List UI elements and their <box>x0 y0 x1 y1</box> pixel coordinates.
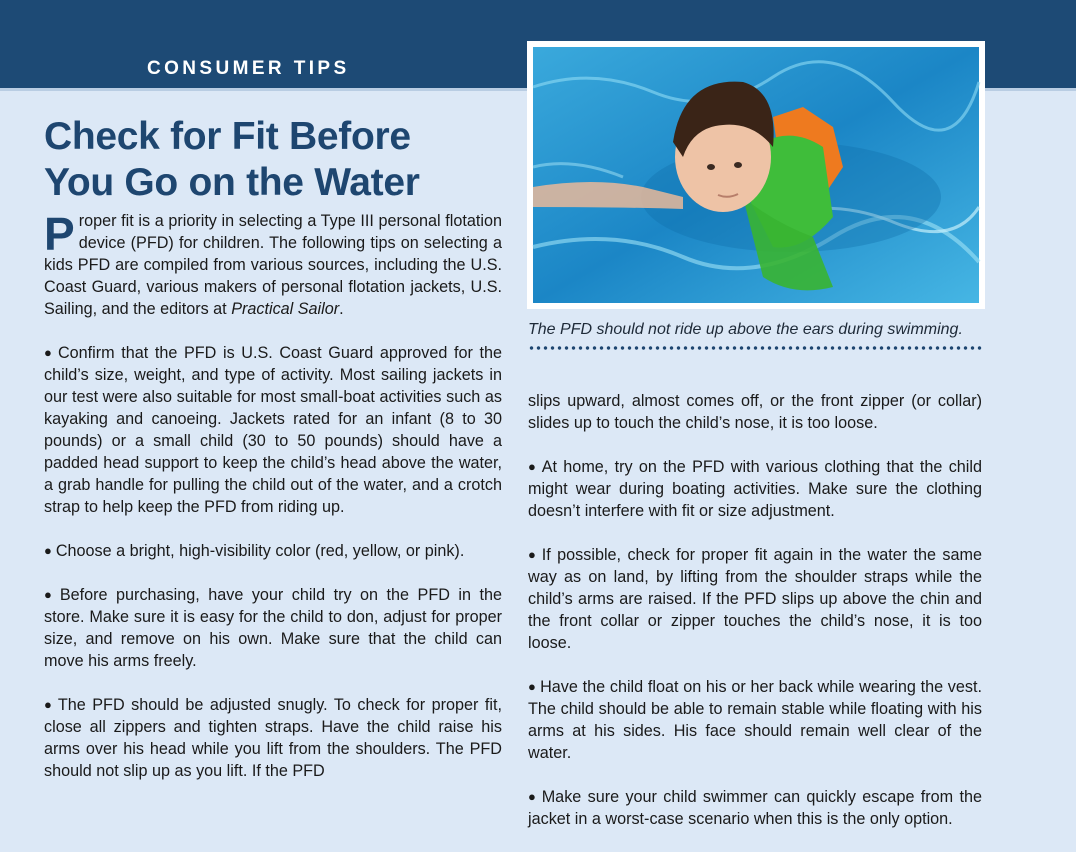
bullet-icon: ● <box>44 543 52 558</box>
intro-paragraph <box>44 210 502 320</box>
bullet-icon: ● <box>528 679 537 694</box>
tip-paragraph <box>528 786 982 830</box>
tip-text: The PFD should be adjusted snugly. To check for proper fit, close all zippers and tighten straps. Have the child raise his arms over his head while you lift from the shoulders. The PFD should not slip up as you lift. If the PFD <box>44 696 502 780</box>
dotted-rule <box>528 345 982 351</box>
tip-paragraph <box>528 544 982 654</box>
tip-paragraph <box>44 694 502 782</box>
tip-paragraph <box>44 584 502 672</box>
left-column <box>44 210 502 804</box>
bullet-icon: ● <box>528 459 538 474</box>
tip-text: If possible, check for proper fit again in the water the same way as on land, by lifting from the shoulder straps while the child’s arms are raised. If the PFD slips up above the chin and the front collar or zipper touches the child’s nose, it is too loose. <box>528 546 982 652</box>
bullet-icon: ● <box>44 697 54 712</box>
article-headline <box>44 114 514 206</box>
tip-text: Before purchasing, have your child try on the PFD in the store. Make sure it is easy for the child to don, adjust for proper size, and remove on his own. Make sure that the child can move his arms freely. <box>44 586 502 670</box>
bullet-icon: ● <box>44 587 56 602</box>
right-column <box>528 390 982 852</box>
section-label: CONSUMER TIPS <box>147 58 350 79</box>
headline-line-1: Check for Fit Before <box>44 115 411 158</box>
intro-text: roper fit is a priority in selecting a Type III personal flotation device (PFD) for children. The following tips on selecting a kids PFD are compiled from various sources, including the U.S. Coast Guard, various makers of personal flotation jackets, U.S. Sailing, and the editors at <box>44 212 502 318</box>
tip-text: Make sure your child swimmer can quickly escape from the jacket in a worst-case scenario when this is the only option. <box>528 788 982 828</box>
tip-text: At home, try on the PFD with various clothing that the child might wear during boating activities. Make sure the clothing doesn’t interfere with fit or size adjustment. <box>528 458 982 520</box>
bullet-icon: ● <box>44 345 54 360</box>
headline-line-2: You Go on the Water <box>44 161 420 204</box>
tip-paragraph <box>44 540 502 562</box>
photo-illustration <box>533 47 979 303</box>
bullet-icon: ● <box>528 547 538 562</box>
tip-text: Choose a bright, high-visibility color (red, yellow, or pink). <box>55 542 465 560</box>
photo-caption: The PFD should not ride up above the ears during swimming. <box>528 321 963 338</box>
tip-text: Have the child float on his or her back while wearing the vest. The child should be able to remain stable while floating with his arms at his sides. His face should remain well clear of the water. <box>528 678 982 762</box>
intro-end: . <box>339 300 344 318</box>
continued-text: slips upward, almost comes off, or the front zipper (or collar) slides up to touch the child’s nose, it is too loose. <box>528 392 982 432</box>
tip-text: Confirm that the PFD is U.S. Coast Guard approved for the child’s size, weight, and type of activity. Most sailing jackets in our test were also suitable for most small-boat activities such as kayaking and canoeing. Jackets rated for an infant (8 to 30 pounds) or a small child (30 to 50 pounds) should have a padded head support to keep the child’s head above the water, a grab handle for pulling the child out of the water, and a crotch strap to help keep the PFD from riding up. <box>44 344 502 516</box>
photo-frame <box>527 41 985 309</box>
tip-paragraph <box>528 456 982 522</box>
publication-name: Practical Sailor <box>231 300 340 318</box>
child-swimming-photo <box>533 47 979 303</box>
tip-paragraph <box>528 676 982 764</box>
bullet-icon: ● <box>528 789 538 804</box>
tip-paragraph <box>44 342 502 518</box>
drop-cap: P <box>44 208 75 260</box>
